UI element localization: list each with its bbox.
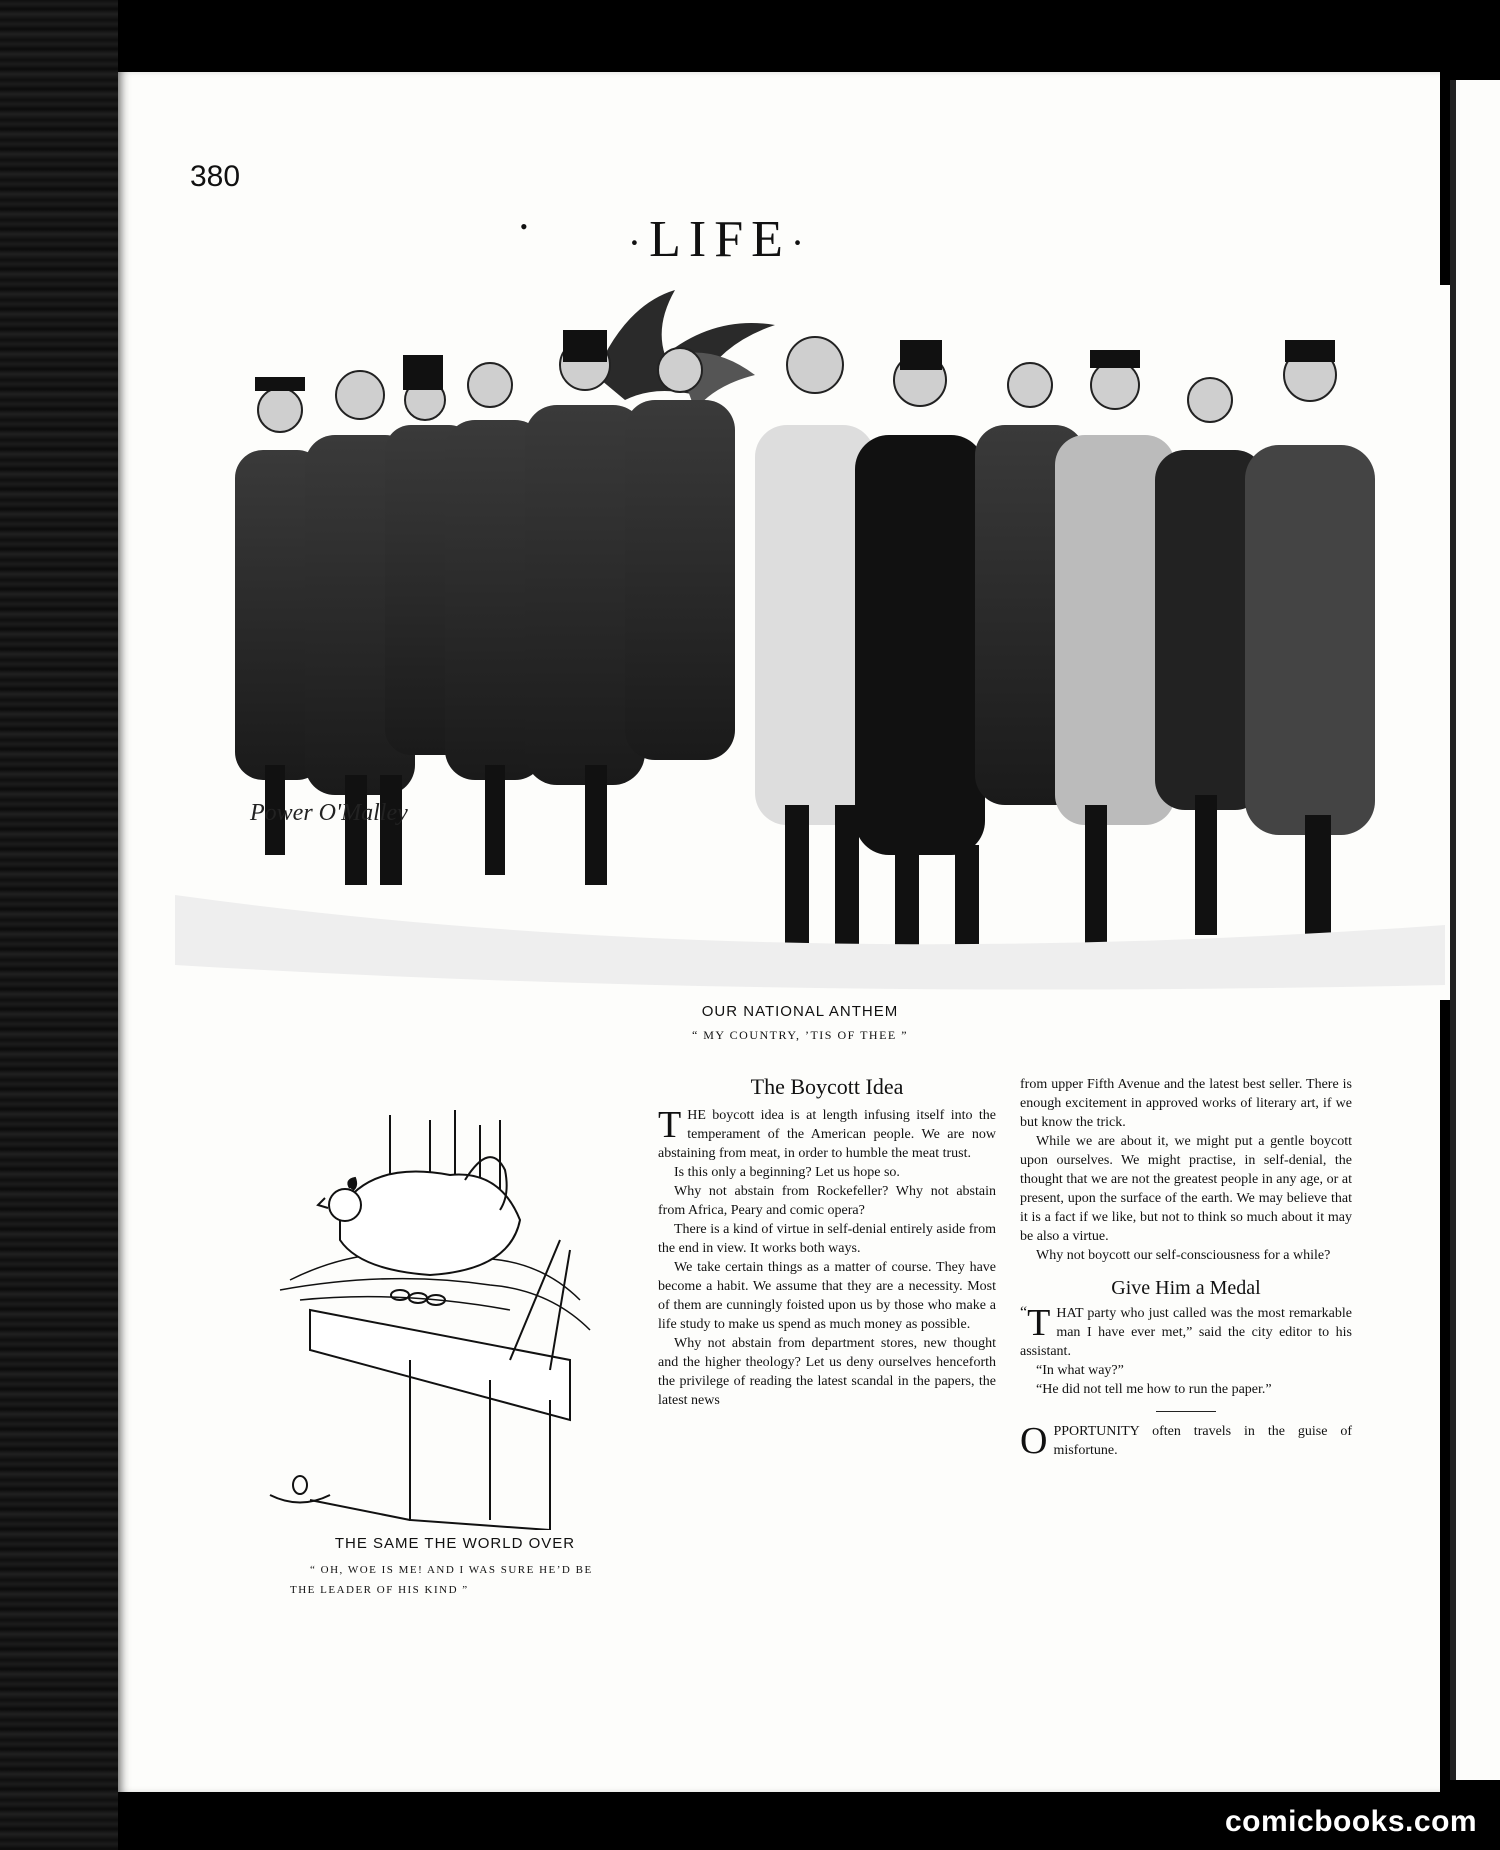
main-caption-subtitle: “ MY COUNTRY, ’TIS OF THEE ” <box>691 1028 909 1042</box>
title-dot-right: · <box>790 220 813 265</box>
hen-caption-title: THE SAME THE WORLD OVER <box>334 1535 576 1552</box>
boycott-paragraph-8: While we are about it, we might put a gentle boycott upon ourselves. We might practise, in self-denial, the thought that we are not the greatest people in any age, or at present, upon the surface of the earth. We may believe that it is a fact if we like, but not to think so much about it may be also a virtue. <box>1020 1134 1352 1244</box>
medal-paragraph-3: “He did not tell me how to run the paper.” <box>1036 1382 1272 1397</box>
opportunity-dropcap: O <box>1020 1420 1048 1462</box>
article-column-1 <box>658 1075 996 1410</box>
boycott-paragraph-2: Is this only a beginning? Let us hope so. <box>674 1165 900 1180</box>
medal-paragraph-2: “In what way?” <box>1036 1363 1124 1378</box>
boycott-paragraph-7: from upper Fifth Avenue and the latest best seller. There is enough excitement in approved works of literary art, if we but know the trick. <box>1020 1077 1352 1130</box>
title-text: LIFE <box>649 211 791 268</box>
boycott-paragraph-9: Why not boycott our self-consciousness for a while? <box>1036 1248 1331 1263</box>
magazine-title <box>600 210 840 269</box>
boycott-paragraph-1: THE boycott idea is at length infusing itself into the temperament of the American people. We are now abstaining from meat, in order to humble the meat trust. <box>658 1104 996 1161</box>
artist-signature: Power O'Malley <box>250 800 408 826</box>
boycott-article-title: The Boycott Idea <box>750 1074 904 1099</box>
page-number: 380 <box>190 160 241 193</box>
medal-dropcap: T <box>1027 1302 1051 1344</box>
boycott-paragraph-4: There is a kind of virtue in self-denial entirely aside from the end in view. It works both ways. <box>658 1222 996 1256</box>
article-column-2 <box>1020 1075 1352 1460</box>
next-page-edge <box>1450 80 1500 1780</box>
main-caption-title: OUR NATIONAL ANTHEM <box>701 1003 899 1020</box>
book-binding <box>0 0 118 1850</box>
boycott-dropcap: T <box>658 1104 682 1146</box>
boycott-paragraph-3: Why not abstain from Rockefeller? Why not abstain from Africa, Peary and comic opera? <box>658 1184 996 1218</box>
title-dot-left: · <box>627 220 650 265</box>
header-small-dot: • <box>520 214 528 239</box>
opportunity-paragraph: OPPORTUNITY often travels in the guise of misfortune. <box>1020 1420 1352 1462</box>
medal-article-title: Give Him a Medal <box>1111 1277 1261 1299</box>
crowd-illustration-icon <box>155 285 1450 1000</box>
main-caption <box>540 1003 1060 1043</box>
hen-caption-subtitle: “ OH, WOE IS ME! AND I WAS SURE HE’D BE THE LEADER OF HIS KIND ” <box>290 1564 593 1596</box>
boycott-paragraph-5: We take certain things as a matter of course. They have become a habit. We assume that they are a necessity. Most of them are cunningly foisted upon us by those who make a life study to make us spend as much money as possible. <box>658 1260 996 1332</box>
medal-paragraph-1: “ T HAT party who just called was the most remarkable man I have ever met,” said the city editor to his assistant. <box>1020 1302 1352 1359</box>
hen-on-nest-icon <box>250 1100 630 1530</box>
hen-caption <box>290 1535 620 1600</box>
boycott-paragraph-6: Why not abstain from department stores, new thought and the higher theology? Let us deny ourselves henceforth the privilege of reading the latest scandal in the papers, the latest news <box>658 1336 996 1408</box>
section-divider <box>1156 1411 1216 1412</box>
site-watermark: comicbooks.com <box>1225 1805 1478 1838</box>
